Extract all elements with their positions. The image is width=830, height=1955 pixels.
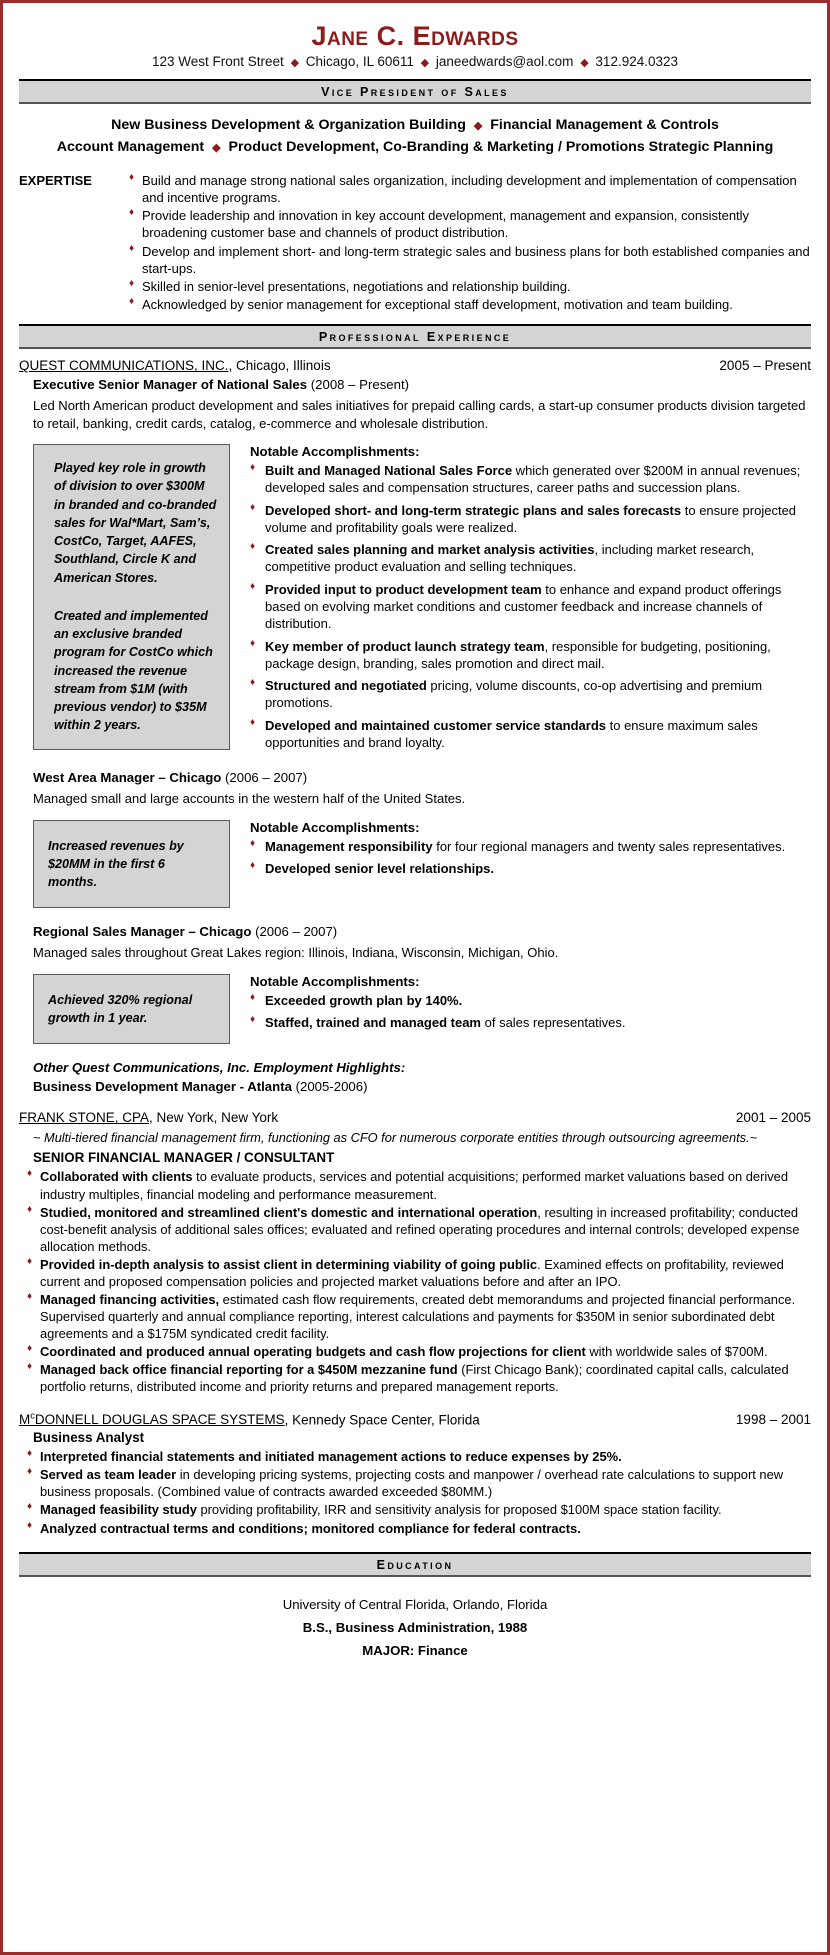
list-item: ♦ Managed feasibility study providing profitability, IRR and sensitivity analysis for proposed $100M space station facility. [27,1501,811,1518]
education-major: MAJOR: Finance [362,1642,468,1658]
job-years: (2006 – 2007) [225,770,308,786]
job-title-text: Executive Senior Manager of National Sales [33,377,308,393]
employer-name: QUEST COMMUNICATIONS, INC. [19,358,229,374]
accomplishments-title: Notable Accomplishments: [250,973,420,989]
list-item: ♦ Created sales planning and market analysis activities, including market research, competitive product evaluation and selling techniques. [250,541,811,576]
job-title-text: West Area Manager – Chicago [33,770,222,786]
expertise-list [129,172,811,314]
diamond-separator-icon: ◆ [473,120,483,132]
bullet-list-mcdonnell [27,1448,811,1536]
section-header-experience: Professional Experience [19,324,811,349]
accomplishments-title: Notable Accomplishments: [250,819,420,835]
list-item: ♦ Developed senior level relationships. [250,860,811,877]
list-item: ♦ Managed financing activities, estimated cash flow requirements, created debt memorandums and projected financial performance. Supervised quarterly and annual compliance reporting, interest calculations and payments for $350M in senior subordinated debt agreements and a $175M syndicated credit facility. [27,1291,811,1342]
section-header-title: Vice President of Sales [19,79,811,104]
list-item: ♦ Acknowledged by senior management for exceptional staff development, motivation and team building. [129,296,811,313]
list-item: ♦ Provide leadership and innovation in key account development, management and expansion, consistently broadening customer base and channels of product distribution. [129,207,811,241]
employer-name: FRANK STONE, CPA [19,1110,150,1126]
other-role-title: Business Development Manager - Atlanta [33,1079,292,1095]
list-item: ♦ Management responsibility for four regional managers and twenty sales representatives. [250,838,811,855]
accomplishments-list [250,992,811,1032]
list-item: ♦ Skilled in senior-level presentations, negotiations and relationship building. [129,278,811,295]
job-description-role1: Led North American product development and sales initiatives for prepaid calling cards, a start-up consumer products division targeted to retail, banking, credit cards, catalog, e-commerce and wholesale distribution. [33,398,806,431]
employer-heading-quest [19,358,811,373]
highlight-callout-role2 [33,820,230,909]
contact-email[interactable]: janeedwards@aol.com [435,54,574,69]
list-item: ♦ Served as team leader in developing pricing systems, projecting costs and manpower / overhead rate calculations to support new business proposals. (Combined value of contracts awarded exceeded $80MM.) [27,1466,811,1500]
job-title-frank-stone: SENIOR FINANCIAL MANAGER / CONSULTANT [33,1150,335,1166]
diamond-separator-icon: ◆ [290,57,300,69]
superscript-c: c [30,1410,35,1421]
contact-address: 123 West Front Street [151,54,284,69]
callout-row-role3 [19,974,811,1045]
highlight-callout-role1 [33,444,230,750]
list-item: ♦ Collaborated with clients to evaluate products, services and potential acquisitions; performed market valuations based on derived industry multiples, financial modeling and performance measurement. [27,1168,811,1202]
other-role-years: (2005-2006) [295,1079,368,1095]
job-years: (2008 – Present) [310,377,410,393]
callout-paragraph: Increased revenues by $20MM in the first 6 months. [48,838,184,890]
job-title-role2 [33,770,811,785]
job-title-role1 [33,377,811,392]
headline-item: Financial Management & Controls [490,117,719,133]
accomplishments-list [250,838,811,878]
expertise-section [19,172,811,314]
employer-dates: 1998 – 2001 [735,1412,811,1428]
employer-dates: 2001 – 2005 [735,1110,811,1126]
diamond-separator-icon: ◆ [580,57,589,69]
headline-line-2 [19,136,811,158]
accomplishments-role2 [230,820,811,883]
employer-tagline: ~ Multi-tiered financial management firm, functioning as CFO for numerous corporate entities through outsourcing agreements.~ [33,1130,758,1146]
employer-name: $M^cDONNELL$ DOUGLAS SPACE SYSTEMS [19,1410,285,1428]
contact-line [19,54,811,69]
list-item: ♦ Built and Managed National Sales Force which generated over $200M in annual revenues; developed sales and compensation structures, career paths and succession plans. [250,462,811,497]
list-item: ♦ Interpreted financial statements and initiated management actions to reduce expenses by 25%. [27,1448,811,1465]
job-title-role3 [33,924,811,939]
employer-location: , Chicago, Illinois [228,358,331,374]
job-description-role3: Managed sales throughout Great Lakes region: Illinois, Indiana, Wisconsin, Michigan, Ohio. [33,945,559,961]
list-item: ♦ Staffed, trained and managed team of sales representatives. [250,1014,811,1031]
employer-heading-mcdonnell [19,1411,811,1428]
callout-row-role2 [19,820,811,909]
list-item: ♦ Exceeded growth plan by 140%. [250,992,811,1009]
education-degree: B.S., Business Administration, 1988 [302,1619,528,1635]
contact-city: Chicago, IL 60611 [305,54,414,69]
job-title-mcdonnell: Business Analyst [33,1430,145,1446]
employer-location: , Kennedy Space Center, Florida [284,1412,480,1428]
headline-item: New Business Development & Organization Building [111,117,466,133]
list-item: ♦ Key member of product launch strategy team, responsible for budgeting, positioning, package design, branding, sales promotion and direct mail. [250,638,811,673]
headline-item: Account Management [56,139,205,155]
list-item: ♦ Provided input to product development team to enhance and expand product offerings based on evolving market conditions and customer feedback and increase channels of distribution. [250,581,811,633]
list-item: ♦ Studied, monitored and streamlined client's domestic and international operation, resulting in increased profitability; conducted cost-benefit analysis of additional sales offices; evaluated and refined operating procedures and internal controls; developed expense allocation methods. [27,1204,811,1255]
list-item: ♦ Developed short- and long-term strategic plans and sales forecasts to ensure projected volume and profitability goals were realized. [250,502,811,537]
headline-block [19,114,811,158]
headline-line-1 [19,114,811,136]
accomplishments-title: Notable Accomplishments: [250,444,420,460]
accomplishments-role3 [230,974,811,1037]
callout-paragraph: Achieved 320% regional growth in 1 year. [48,992,193,1026]
diamond-separator-icon: ◆ [212,142,221,154]
employer-dates: 2005 – Present [719,358,811,374]
accomplishments-role1 [230,444,811,756]
list-item: ♦ Provided in-depth analysis to assist client in determining viability of going public. Examined effects on profitability, reviewed current and proposed compensation policies and projected market valuations before and after an IPO. [27,1256,811,1290]
callout-paragraph: Played key role in growth of division to over $300M in branded and co-branded sales for Wal*Mart, Sam’s, CostCo, Target, AAFES, Southland, Circle K and American Stores. [54,461,217,585]
other-highlights-label: Other Quest Communications, Inc. Employment Highlights: [33,1060,406,1076]
accomplishments-list [250,462,811,751]
other-highlights-role [33,1079,811,1094]
list-item: ♦ Build and manage strong national sales organization, including development and implementation of compensation and incentive programs. [129,172,811,206]
resume-content [3,3,827,1676]
diamond-separator-icon: ◆ [420,57,430,69]
contact-phone: 312.924.0323 [595,54,679,69]
headline-item: Product Development, Co-Branding & Marketing / Promotions Strategic Planning [228,139,774,155]
bullet-list-frank-stone [27,1168,811,1394]
list-item: ♦ Structured and negotiated pricing, volume discounts, co-op advertising and premium promotions. [250,677,811,712]
education-school: University of Central Florida, Orlando, Florida [282,1596,548,1612]
list-item: ♦ Analyzed contractual terms and conditions; monitored compliance for federal contracts. [27,1520,811,1537]
list-item: ♦ Developed and maintained customer service standards to ensure maximum sales opportunities and brand loyalty. [250,717,811,752]
highlight-callout-role3 [33,974,230,1045]
employer-location: , New York, New York [149,1110,279,1126]
page-title: Jane C. Edwards [311,21,519,51]
job-title-text: Regional Sales Manager – Chicago [33,924,252,940]
section-header-education: Education [19,1552,811,1577]
list-item: ♦ Develop and implement short- and long-term strategic sales and business plans for both established companies and start-ups. [129,243,811,277]
employer-heading-frank-stone [19,1110,811,1125]
job-description-role2: Managed small and large accounts in the western half of the United States. [33,791,466,807]
list-item: ♦ Coordinated and produced annual operating budgets and cash flow projections for client with worldwide sales of $700M. [27,1343,811,1360]
job-years: (2006 – 2007) [255,924,338,940]
expertise-label: EXPERTISE [19,173,92,188]
education-block [19,1593,811,1662]
callout-row-role1 [19,444,811,756]
callout-paragraph: Created and implemented an exclusive branded program for CostCo which increased the revenue stream from $1M (with previous vendor) to $35M within 2 years. [54,608,213,733]
list-item: ♦ Managed back office financial reporting for a $450M mezzanine fund (First Chicago Bank); coordinated capital calls, calculated portfolio returns, distributed income and priority returns and prepared management reports. [27,1361,811,1395]
